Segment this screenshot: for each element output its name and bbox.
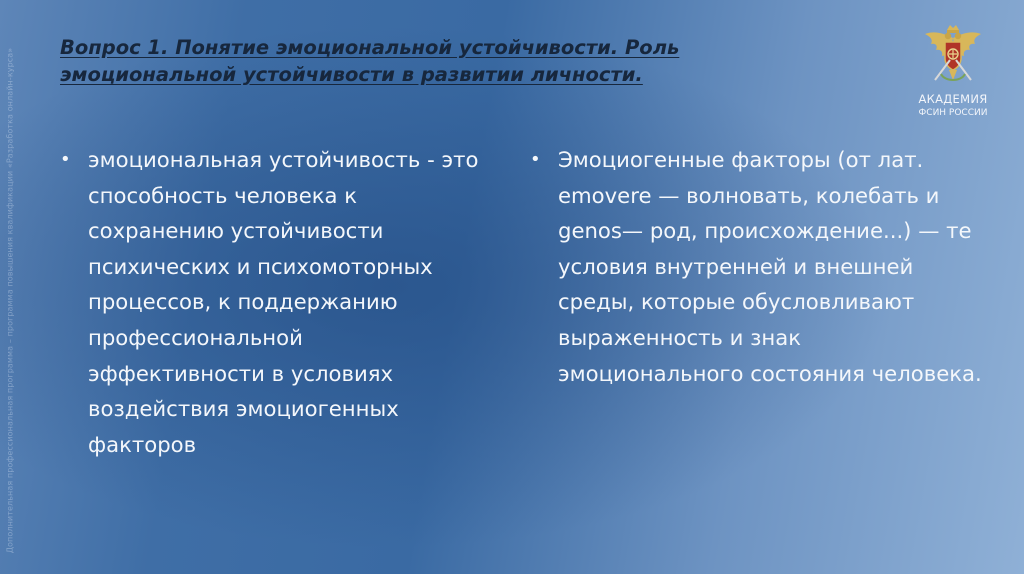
- bullet-text: Эмоциогенные факторы (от лат. emovere — волновать, колебать и genos— род, происхождение...) — те условия внутренней и внешней среды, которые обусловливают выраженность и знак эмоционального состояния человека.: [558, 147, 982, 386]
- bullet-column-right: [530, 142, 990, 391]
- bullet-text: эмоциональная устойчивость - это способность человека к сохранению устойчивости психических и психомоторных процессов, к поддержанию профессиональной эффективности в условиях воздействия эмоциогенных факторов: [88, 147, 479, 457]
- bullet-item: [60, 142, 480, 462]
- bullet-item: [530, 142, 990, 391]
- double-headed-eagle-emblem-icon: [923, 24, 983, 90]
- side-caption: [3, 40, 17, 560]
- bullet-marker: •: [530, 149, 541, 170]
- academy-logo: [898, 24, 1008, 134]
- slide-title: Вопрос 1. Понятие эмоциональной устойчивости. Роль эмоциональной устойчивости в развитии личности.: [60, 36, 680, 86]
- bullet-marker: •: [60, 149, 71, 170]
- bullet-column-left: [60, 142, 480, 462]
- side-caption-text: Дополнительная профессиональная программа – программа повышения квалификации «Разработка онлайн-курса»: [5, 47, 15, 553]
- logo-label-line1: АКАДЕМИЯ: [918, 92, 988, 106]
- logo-label-line2: ФСИН РОССИИ: [918, 108, 988, 118]
